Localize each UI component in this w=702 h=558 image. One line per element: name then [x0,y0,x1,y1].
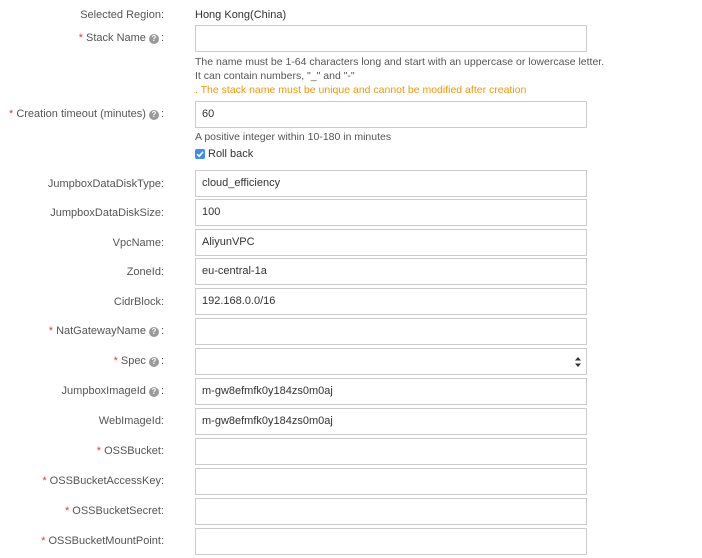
stack-name-input[interactable] [195,25,587,52]
oss-secret-input[interactable] [195,498,587,525]
vpc-name-label: VpcName: [112,237,164,249]
region-value: Hong Kong(China) [195,9,287,21]
zone-id-input[interactable]: eu-central-1a [195,258,587,285]
required-asterisk: * [41,535,46,547]
oss-bucket-label: * OSSBucket: [96,445,164,457]
jumpbox-disk-type-input[interactable]: cloud_efficiency [195,170,587,197]
creation-timeout-label: * Creation timeout (minutes) ? : [9,108,164,120]
creation-timeout-hint: A positive integer within 10-180 in minutes [195,131,392,143]
help-icon[interactable]: ? [149,110,159,120]
spec-label: * Spec ? : [113,355,164,367]
zone-id-label: ZoneId: [126,266,164,278]
rollback-label: Roll back [208,148,254,160]
cidr-block-input[interactable]: 192.168.0.0/16 [195,288,587,315]
oss-bucket-input[interactable] [195,438,587,465]
jumpbox-image-id-label: JumpboxImageId ? : [61,385,164,397]
oss-mount-point-input[interactable] [195,528,587,555]
required-asterisk: * [9,108,14,120]
required-asterisk: * [42,475,47,487]
required-asterisk: * [96,445,102,457]
vpc-name-input[interactable]: AliyunVPC [195,229,587,256]
required-asterisk: * [65,505,70,517]
select-arrows-icon [575,357,581,367]
region-label: Selected Region: [80,9,164,21]
required-asterisk: * [48,325,54,337]
help-icon[interactable]: ? [149,357,159,367]
web-image-id-label: WebImageId: [98,415,164,427]
rollback-checkbox[interactable] [195,149,205,159]
nat-gateway-name-input[interactable] [195,318,587,345]
required-asterisk: * [78,32,84,44]
required-asterisk: * [113,355,118,367]
web-image-id-input[interactable]: m-gw8efmfk0y184zs0m0aj [195,408,587,435]
oss-secret-label: * OSSBucketSecret: [65,505,164,517]
oss-mount-point-label: * OSSBucketMountPoint: [41,535,164,547]
help-icon[interactable]: ? [149,327,159,337]
help-icon[interactable]: ? [149,34,159,44]
nat-gateway-name-label: * NatGatewayName ? : [48,325,164,337]
stack-name-label: * Stack Name ? : [78,32,164,44]
jumpbox-image-id-input[interactable]: m-gw8efmfk0y184zs0m0aj [195,378,587,405]
jumpbox-disk-size-input[interactable]: 100 [195,199,587,226]
oss-access-key-label: * OSSBucketAccessKey: [42,475,164,487]
creation-timeout-input[interactable]: 60 [195,101,587,128]
stack-name-warning: . The stack name must be unique and cannot be modified after creation [195,84,527,96]
jumpbox-disk-type-label: JumpboxDataDiskType: [47,178,164,190]
cidr-block-label: CidrBlock: [113,296,164,308]
help-icon[interactable]: ? [149,387,159,397]
oss-access-key-input[interactable] [195,468,587,495]
stack-name-hint-2: It can contain numbers, "_" and "-" [195,70,355,82]
checkmark-icon [195,149,205,159]
stack-name-hint-1: The name must be 1-64 characters long and start with an uppercase or lowercase letter. [195,56,605,68]
spec-select[interactable] [195,348,587,375]
jumpbox-disk-size-label: JumpboxDataDiskSize: [50,207,164,219]
